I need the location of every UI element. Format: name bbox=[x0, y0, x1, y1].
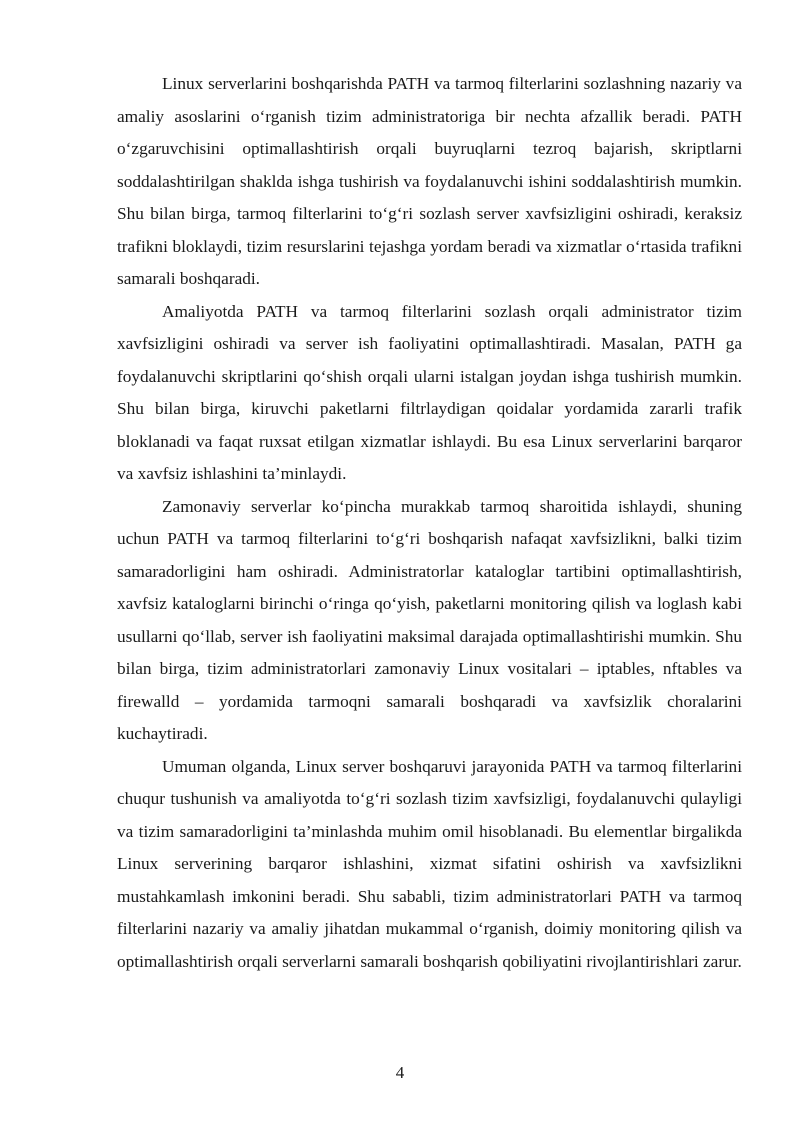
paragraph-4: Umuman olganda, Linux server boshqaruvi jarayonida PATH va tarmoq filterlarini chuqur tushunish va amaliyotda to‘g‘ri sozlash tizim xavfsizligi, foydalanuvchi qulayligi va tizim samaradorligini ta’minlashda muhim omil hisoblanadi. Bu elementlar birgalikda Linux serverining barqaror ishlashini, xizmat sifatini oshirish va xavfsizlikni mustahkamlash imkonini beradi. Shu sababli, tizim administratorlari PATH va tarmoq filterlarini nazariy va amaliy jihatdan mukammal o‘rganish, doimiy monitoring qilish va optimallashtirish orqali serverlarni samarali boshqarish qobiliyatini rivojlantirishlari zarur. bbox=[117, 756, 742, 971]
paragraph-3: Zamonaviy serverlar ko‘pincha murakkab tarmoq sharoitida ishlaydi, shuning uchun PATH va tarmoq filterlarini to‘g‘ri boshqarish nafaqat xavfsizlikni, balki tizim samaradorligini ham oshiradi. Administratorlar kataloglar tartibini optimallashtirish, xavfsiz kataloglarni birinchi o‘ringa qo‘yish, paketlarni monitoring qilish va loglash kabi usullarni qo‘llab, server ish faoliyatini maksimal darajada optimallashtirishi mumkin. Shu bilan birga, tizim administratorlari zamonaviy Linux vositalari – iptables, nftables va firewalld – yordamida tarmoqni samarali boshqaradi va xavfsizlik choralarini kuchaytiradi. bbox=[117, 496, 742, 743]
page-number: 4 bbox=[395, 1063, 405, 1082]
paragraph-2: Amaliyotda PATH va tarmoq filterlarini sozlash orqali administrator tizim xavfsizligini oshiradi va server ish faoliyatini optimallashtiradi. Masalan, PATH ga foydalanuvchi skriptlarini qo‘shish orqali ularni istalgan joydan ishga tushirish mumkin. Shu bilan birga, kiruvchi paketlarni filtrlaydigan qoidalar yordamida zararli trafik bloklanadi va faqat ruxsat etilgan xizmatlar ishlaydi. Bu esa Linux serverlarini barqaror va xavfsiz ishlashini ta’minlaydi. bbox=[117, 301, 742, 483]
body-text bbox=[117, 68, 742, 978]
paragraph-1: Linux serverlarini boshqarishda PATH va tarmoq filterlarini sozlashning nazariy va amaliy asoslarini o‘rganish tizim administratoriga bir nechta afzallik beradi. PATH o‘zgaruvchisini optimallashtirish orqali buyruqlarni tezroq bajarish, skriptlarni soddalashtirilgan shaklda ishga tushirish va foydalanuvchi ishini soddalashtirish mumkin. Shu bilan birga, tarmoq filterlarini to‘g‘ri sozlash server xavfsizligini oshiradi, keraksiz trafikni bloklaydi, tizim resurslarini tejashga yordam beradi va xizmatlar o‘rtasida trafikni samarali boshqaradi. bbox=[117, 74, 742, 288]
